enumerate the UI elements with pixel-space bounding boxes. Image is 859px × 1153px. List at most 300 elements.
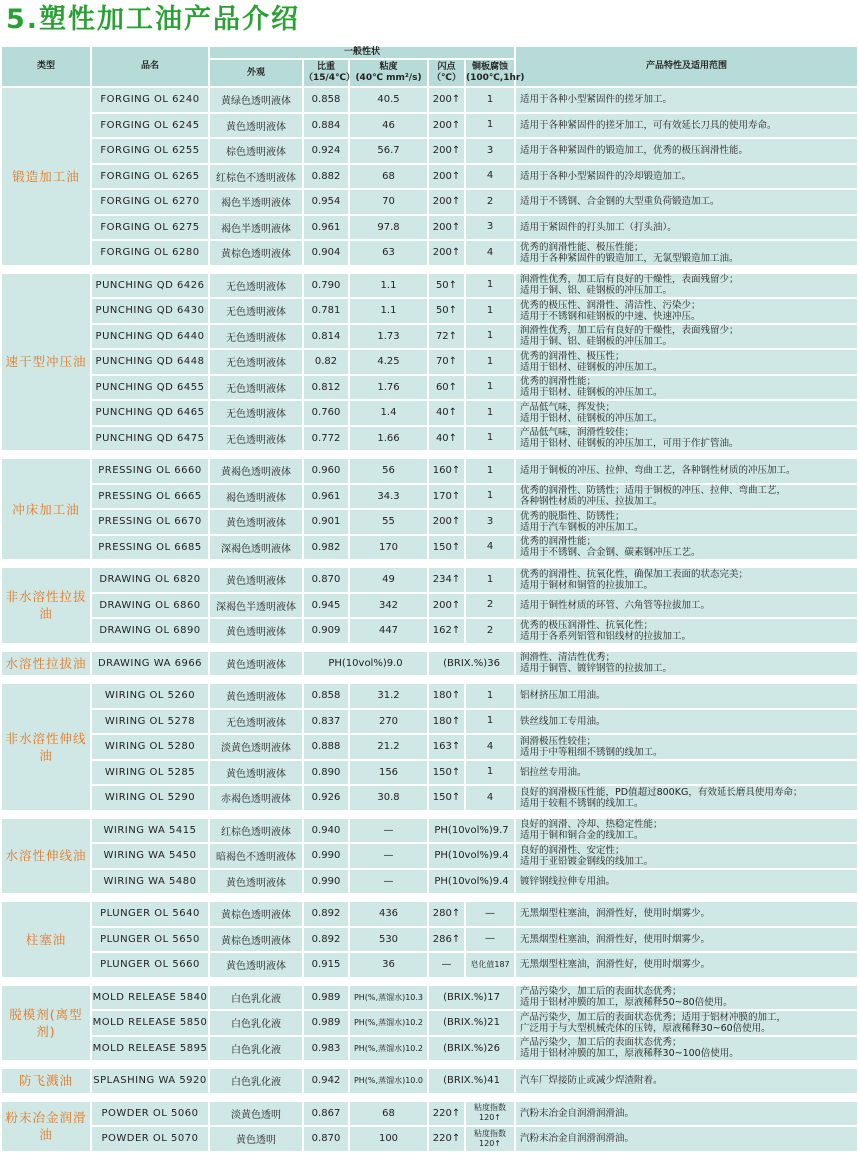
copper-corrosion-cell: 2 xyxy=(466,619,514,643)
product-table-container xyxy=(0,45,855,1153)
table-row xyxy=(2,350,857,374)
copper-corrosion-cell: — xyxy=(466,902,514,926)
appearance-cell: 黄色透明液体 xyxy=(210,568,302,592)
header-appearance: 外观 xyxy=(210,60,302,86)
appearance-cell: 黄色透明液体 xyxy=(210,619,302,643)
features-cell: 润滑性优秀，加工后有良好的干燥性，表面残留少； 适用于铜、铝、硅钢板的冲压加工。 xyxy=(516,274,857,298)
specific-gravity-cell: 0.867 xyxy=(304,1102,348,1126)
appearance-cell: 黄色透明液体 xyxy=(210,652,302,676)
specific-gravity-cell: 0.814 xyxy=(304,325,348,349)
table-row xyxy=(2,1011,857,1035)
viscosity-cell: 530 xyxy=(350,928,427,952)
table-row xyxy=(2,485,857,509)
table-row xyxy=(2,594,857,618)
brix-cell: (BRIX.%)21 xyxy=(429,1011,514,1035)
flash-point-cell: 50↑ xyxy=(429,299,464,323)
product-name: MOLD RELEASE 5850 xyxy=(92,1011,208,1035)
viscosity-cell: 1.66 xyxy=(350,427,427,451)
product-name: PRESSING OL 6660 xyxy=(92,459,208,483)
appearance-cell: 褐色半透明液体 xyxy=(210,190,302,214)
viscosity-cell: 1.1 xyxy=(350,299,427,323)
flash-point-cell: 200↑ xyxy=(429,241,464,265)
table-row xyxy=(2,427,857,451)
specific-gravity-cell: 0.790 xyxy=(304,274,348,298)
viscosity-cell: 68 xyxy=(350,1102,427,1126)
copper-corrosion-cell: 4 xyxy=(466,165,514,189)
specific-gravity-cell: 0.961 xyxy=(304,485,348,509)
flash-point-cell: 200↑ xyxy=(429,594,464,618)
header-product: 品名 xyxy=(92,47,208,86)
viscosity-cell: 70 xyxy=(350,190,427,214)
group-spacer xyxy=(2,979,857,984)
flash-point-cell: 220↑ xyxy=(429,1102,464,1126)
appearance-cell: 黄棕色透明液体 xyxy=(210,241,302,265)
header-flash-point xyxy=(429,60,464,86)
product-name: FORGING OL 6245 xyxy=(92,114,208,138)
specific-gravity-cell: 0.954 xyxy=(304,190,348,214)
specific-gravity-cell: 0.942 xyxy=(304,1069,348,1093)
copper-corrosion-cell: 1 xyxy=(466,568,514,592)
specific-gravity-cell: 0.892 xyxy=(304,928,348,952)
specific-gravity-cell: 0.960 xyxy=(304,459,348,483)
product-name: PLUNGER OL 5650 xyxy=(92,928,208,952)
table-row xyxy=(2,870,857,894)
features-cell: 适用于各种紧固件的搓牙加工，可有效延长刀具的使用寿命。 xyxy=(516,114,857,138)
header-copper-corrosion xyxy=(466,60,525,86)
appearance-cell: 黄色透明液体 xyxy=(210,761,302,785)
viscosity-cell: 56 xyxy=(350,459,427,483)
brix-cell: (BRIX.%)36 xyxy=(429,652,514,676)
table-row xyxy=(2,928,857,952)
category-label: 水溶性拉拔油 xyxy=(2,652,90,676)
copper-corrosion-cell: 2 xyxy=(466,594,514,618)
features-cell: 适用于不锈钢、合金钢的大型重负荷锻造加工。 xyxy=(516,190,857,214)
viscosity-cell: 1.1 xyxy=(350,274,427,298)
category-label: 水溶性伸线油 xyxy=(2,819,90,894)
table-row xyxy=(2,510,857,534)
features-cell: 汽粉末冶金自润滑润滑油。 xyxy=(516,1102,857,1126)
ph-cell: PH(10vol%)9.4 xyxy=(429,844,514,868)
appearance-cell: 黄棕色透明液体 xyxy=(210,902,302,926)
flash-point-cell: 280↑ xyxy=(429,902,464,926)
copper-corrosion-cell: 1 xyxy=(466,761,514,785)
product-name: DRAWING OL 6860 xyxy=(92,594,208,618)
appearance-cell: 黄色透明 xyxy=(210,1127,302,1151)
table-row xyxy=(2,459,857,483)
specific-gravity-cell: 0.870 xyxy=(304,1127,348,1151)
appearance-cell: 白色乳化液 xyxy=(210,986,302,1010)
flash-point-cell: 170↑ xyxy=(429,485,464,509)
flash-point-cell: 200↑ xyxy=(429,139,464,163)
features-cell: 优秀的润滑性、极压性； 适用于铝材、硅钢板的冲压加工。 xyxy=(516,350,857,374)
copper-corrosion-cell: 3 xyxy=(466,510,514,534)
features-cell: 镀锌钢线拉伸专用油。 xyxy=(516,870,857,894)
product-name: WIRING WA 5415 xyxy=(92,819,208,843)
specific-gravity-cell: 0.781 xyxy=(304,299,348,323)
table-row xyxy=(2,536,857,560)
copper-corrosion-cell: 1 xyxy=(466,325,514,349)
product-name: FORGING OL 6280 xyxy=(92,241,208,265)
sg-unit: （15/4℃） xyxy=(304,73,355,83)
specific-gravity-cell: 0.989 xyxy=(304,986,348,1010)
viscosity-cell: 49 xyxy=(350,568,427,592)
product-name: FORGING OL 6270 xyxy=(92,190,208,214)
specific-gravity-cell: 0.870 xyxy=(304,568,348,592)
category-label: 锻造加工油 xyxy=(2,88,90,265)
visc-unit: (40℃ mm²/s) xyxy=(355,73,422,83)
features-cell: 良好的润滑极压性能，PD值超过800KG，有效延长磨具使用寿命； 适用于较粗不锈钢的线加工。 xyxy=(516,786,857,810)
appearance-cell: 深褐色半透明液体 xyxy=(210,594,302,618)
viscosity-cell: 342 xyxy=(350,594,427,618)
table-row xyxy=(2,274,857,298)
viscosity-cell: 34.3 xyxy=(350,485,427,509)
product-name: WIRING OL 5260 xyxy=(92,684,208,708)
copper-corrosion-cell: 4 xyxy=(466,735,514,759)
specific-gravity-cell: 0.909 xyxy=(304,619,348,643)
flash-point-cell: 200↑ xyxy=(429,165,464,189)
features-cell: 优秀的润滑性、抗氧化性，确保加工表面的状态完美； 适用于铜材和铜管的拉拔加工。 xyxy=(516,568,857,592)
copper-corrosion-cell: 2 xyxy=(466,190,514,214)
table-row xyxy=(2,986,857,1010)
features-cell: 产品低气味，挥发快； 适用于铝材、硅钢板的冲压加工。 xyxy=(516,401,857,425)
flash-point-cell: 72↑ xyxy=(429,325,464,349)
copper-corrosion-cell: 1 xyxy=(466,401,514,425)
product-rows xyxy=(2,88,857,1151)
table-row xyxy=(2,902,857,926)
features-cell: 润滑性、清洁性优秀； 适用于铜管、镀锌钢管的拉拔加工。 xyxy=(516,652,857,676)
table-row xyxy=(2,1102,857,1126)
table-row xyxy=(2,1037,857,1061)
appearance-cell: 黄色透明液体 xyxy=(210,870,302,894)
features-cell: 优秀的极压润滑性、抗氧化性； 适用于各系列铝管和铝线材的拉拔加工。 xyxy=(516,619,857,643)
specific-gravity-cell: 0.858 xyxy=(304,684,348,708)
flash-point-cell: 160↑ xyxy=(429,459,464,483)
group-spacer xyxy=(2,1062,857,1067)
specific-gravity-cell: 0.924 xyxy=(304,139,348,163)
specific-gravity-cell: 0.812 xyxy=(304,376,348,400)
features-cell: 适用于各种小型紧固件的冷却锻造加工。 xyxy=(516,165,857,189)
brix-cell: (BRIX.%)26 xyxy=(429,1037,514,1061)
appearance-cell: 白色乳化液 xyxy=(210,1011,302,1035)
viscosity-cell: 30.8 xyxy=(350,786,427,810)
sg-label: 比重 xyxy=(316,62,335,72)
copper-corrosion-cell: 1 xyxy=(466,684,514,708)
copper-corrosion-cell: 4 xyxy=(466,786,514,810)
corr-label: 铜板腐蚀 xyxy=(472,62,509,72)
appearance-cell: 褐色透明液体 xyxy=(210,485,302,509)
flash-point-cell: 50↑ xyxy=(429,274,464,298)
table-row xyxy=(2,88,857,112)
product-name: FORGING OL 6240 xyxy=(92,88,208,112)
product-name: PUNCHING QD 6426 xyxy=(92,274,208,298)
table-row xyxy=(2,139,857,163)
features-cell: 产品污染少，加工后的表面状态优秀；适用于铝材冲膜的加工， 广泛用于与大型机械壳体的压铸，原液稀释30~60倍使用。 xyxy=(516,1011,857,1035)
ph-cell: PH(10vol%)9.0 xyxy=(304,652,427,676)
viscosity-cell: 31.2 xyxy=(350,684,427,708)
group-spacer xyxy=(2,645,857,650)
product-name: PRESSING OL 6670 xyxy=(92,510,208,534)
copper-corrosion-cell: 粘度指数 120↑ xyxy=(466,1102,514,1126)
viscosity-cell: 170 xyxy=(350,536,427,560)
flash-point-cell: 180↑ xyxy=(429,684,464,708)
product-name: PUNCHING QD 6465 xyxy=(92,401,208,425)
appearance-cell: 黄棕色透明液体 xyxy=(210,928,302,952)
appearance-cell: 无色透明液体 xyxy=(210,325,302,349)
appearance-cell: 黄色透明液体 xyxy=(210,953,302,977)
product-name: PLUNGER OL 5660 xyxy=(92,953,208,977)
category-label: 速干型冲压油 xyxy=(2,274,90,451)
product-name: WIRING OL 5285 xyxy=(92,761,208,785)
features-cell: 良好的润滑、冷却、热稳定性能； 适用于铜和铜合金的线加工。 xyxy=(516,819,857,843)
ph-cell: PH(%,蒸馏水)10.0 xyxy=(350,1069,427,1093)
product-name: PRESSING OL 6665 xyxy=(92,485,208,509)
copper-corrosion-cell: 1 xyxy=(466,88,514,112)
brix-cell: (BRIX.%)17 xyxy=(429,986,514,1010)
flash-point-cell: 60↑ xyxy=(429,376,464,400)
specific-gravity-cell: 0.990 xyxy=(304,844,348,868)
features-cell: 产品污染少，加工后的表面状态优秀； 适用于铝材冲膜的加工，原液稀释30~100倍使用。 xyxy=(516,1037,857,1061)
features-cell: 无黑烟型柱塞油，润滑性好，使用时烟雾少。 xyxy=(516,928,857,952)
flash-point-cell: 163↑ xyxy=(429,735,464,759)
features-cell: 良好的润滑性、安定性； 适用于亚铅镀金钢线的线加工。 xyxy=(516,844,857,868)
page-title: 5.塑性加工油产品介绍 xyxy=(6,4,301,35)
copper-corrosion-cell: 1 xyxy=(466,459,514,483)
product-name: PUNCHING QD 6440 xyxy=(92,325,208,349)
flash-label: 闪点 xyxy=(437,62,456,72)
flash-point-cell: 200↑ xyxy=(429,216,464,240)
specific-gravity-cell: 0.882 xyxy=(304,165,348,189)
copper-corrosion-cell: 1 xyxy=(466,710,514,734)
appearance-cell: 黄色透明液体 xyxy=(210,684,302,708)
specific-gravity-cell: 0.901 xyxy=(304,510,348,534)
table-row xyxy=(2,190,857,214)
flash-point-cell: 200↑ xyxy=(429,190,464,214)
table-row xyxy=(2,761,857,785)
ph-cell: PH(10vol%)9.4 xyxy=(429,870,514,894)
table-row xyxy=(2,241,857,265)
copper-corrosion-cell: 1 xyxy=(466,350,514,374)
table-row xyxy=(2,619,857,643)
product-name: FORGING OL 6255 xyxy=(92,139,208,163)
table-row xyxy=(2,844,857,868)
viscosity-cell: — xyxy=(350,844,427,868)
features-cell: 无黑烟型柱塞油，润滑性好，使用时烟雾少。 xyxy=(516,902,857,926)
specific-gravity-cell: 0.989 xyxy=(304,1011,348,1035)
product-name: PUNCHING QD 6448 xyxy=(92,350,208,374)
flash-point-cell: 234↑ xyxy=(429,568,464,592)
flash-point-cell: 180↑ xyxy=(429,710,464,734)
features-cell: 铝拉丝专用油。 xyxy=(516,761,857,785)
specific-gravity-cell: 0.904 xyxy=(304,241,348,265)
ph-cell: PH(%,蒸馏水)10.2 xyxy=(350,1037,427,1061)
group-spacer xyxy=(2,452,857,457)
viscosity-cell: 1.4 xyxy=(350,401,427,425)
table-row xyxy=(2,953,857,977)
flash-point-cell: 200↑ xyxy=(429,114,464,138)
copper-corrosion-cell: 1 xyxy=(466,485,514,509)
viscosity-cell: 40.5 xyxy=(350,88,427,112)
features-cell: 铝材挤压加工用油。 xyxy=(516,684,857,708)
features-cell: 润滑性优秀，加工后有良好的干燥性，表面残留少； 适用于铜、铝、硅钢板的冲压加工。 xyxy=(516,325,857,349)
viscosity-cell: 21.2 xyxy=(350,735,427,759)
flash-point-cell: — xyxy=(429,953,464,977)
header-general-properties: 一般性状 xyxy=(210,47,514,58)
appearance-cell: 无色透明液体 xyxy=(210,350,302,374)
specific-gravity-cell: 0.982 xyxy=(304,536,348,560)
table-row xyxy=(2,710,857,734)
copper-corrosion-cell: 4 xyxy=(466,241,514,265)
table-row xyxy=(2,216,857,240)
category-label: 冲床加工油 xyxy=(2,459,90,559)
specific-gravity-cell: 0.760 xyxy=(304,401,348,425)
features-cell: 优秀的脱脂性、防锈性； 适用于汽车钢板的冲压加工。 xyxy=(516,510,857,534)
viscosity-cell: 1.76 xyxy=(350,376,427,400)
viscosity-cell: 46 xyxy=(350,114,427,138)
product-name: DRAWING OL 6820 xyxy=(92,568,208,592)
product-name: SPLASHING WA 5920 xyxy=(92,1069,208,1093)
product-name: FORGING OL 6275 xyxy=(92,216,208,240)
appearance-cell: 无色透明液体 xyxy=(210,401,302,425)
specific-gravity-cell: 0.940 xyxy=(304,819,348,843)
product-name: WIRING OL 5278 xyxy=(92,710,208,734)
copper-corrosion-cell: 4 xyxy=(466,536,514,560)
table-row xyxy=(2,1069,857,1093)
product-name: PUNCHING QD 6475 xyxy=(92,427,208,451)
category-label: 脱模剂(离型剂) xyxy=(2,986,90,1061)
ph-cell: PH(10vol%)9.7 xyxy=(429,819,514,843)
appearance-cell: 褐色半透明液体 xyxy=(210,216,302,240)
table-row xyxy=(2,1127,857,1151)
category-label: 粉末冶金润滑油 xyxy=(2,1102,90,1151)
copper-corrosion-cell: 1 xyxy=(466,427,514,451)
copper-corrosion-cell: 3 xyxy=(466,216,514,240)
viscosity-cell: 270 xyxy=(350,710,427,734)
category-label: 防飞溅油 xyxy=(2,1069,90,1093)
features-cell: 优秀的润滑性、防锈性；适用于铜板的冲压、拉伸、弯曲工艺， 各种钢性材质的冲压、拉拔加工。 xyxy=(516,485,857,509)
viscosity-cell: 68 xyxy=(350,165,427,189)
flash-point-cell: 200↑ xyxy=(429,510,464,534)
features-cell: 优秀的润滑性能； 适用于不锈钢、合金钢、碳素钢冲压工艺。 xyxy=(516,536,857,560)
viscosity-cell: 63 xyxy=(350,241,427,265)
features-cell: 铁丝线加工专用油。 xyxy=(516,710,857,734)
product-name: PRESSING OL 6685 xyxy=(92,536,208,560)
viscosity-cell: — xyxy=(350,819,427,843)
product-name: WIRING OL 5280 xyxy=(92,735,208,759)
viscosity-cell: 156 xyxy=(350,761,427,785)
appearance-cell: 棕色透明液体 xyxy=(210,139,302,163)
viscosity-cell: 97.8 xyxy=(350,216,427,240)
features-cell: 汽粉末冶金自润滑润滑油。 xyxy=(516,1127,857,1151)
specific-gravity-cell: 0.888 xyxy=(304,735,348,759)
product-name: FORGING OL 6265 xyxy=(92,165,208,189)
category-label: 柱塞油 xyxy=(2,902,90,977)
features-cell: 适用于各种小型紧固件的搓牙加工。 xyxy=(516,88,857,112)
specific-gravity-cell: 0.858 xyxy=(304,88,348,112)
group-spacer xyxy=(2,812,857,817)
corr-unit: (100℃,1hr) xyxy=(466,73,525,83)
specific-gravity-cell: 0.892 xyxy=(304,902,348,926)
appearance-cell: 白色乳化液 xyxy=(210,1037,302,1061)
appearance-cell: 淡黄色透明液体 xyxy=(210,735,302,759)
product-name: POWDER OL 5060 xyxy=(92,1102,208,1126)
product-name: WIRING WA 5480 xyxy=(92,870,208,894)
appearance-cell: 无色透明液体 xyxy=(210,274,302,298)
copper-corrosion-cell: 皂化值187 xyxy=(466,953,514,977)
copper-corrosion-cell: 粘度指数 120↑ xyxy=(466,1127,514,1151)
appearance-cell: 红棕色不透明液体 xyxy=(210,165,302,189)
flash-point-cell: 150↑ xyxy=(429,786,464,810)
table-row xyxy=(2,735,857,759)
appearance-cell: 淡黄色透明 xyxy=(210,1102,302,1126)
features-cell: 汽车厂焊接防止或减少焊渣附着。 xyxy=(516,1069,857,1093)
product-table xyxy=(0,45,859,1153)
specific-gravity-cell: 0.82 xyxy=(304,350,348,374)
specific-gravity-cell: 0.884 xyxy=(304,114,348,138)
copper-corrosion-cell: 3 xyxy=(466,139,514,163)
group-spacer xyxy=(2,561,857,566)
features-cell: 适用于铜性材质的环管、六角管等拉拔加工。 xyxy=(516,594,857,618)
table-row xyxy=(2,299,857,323)
table-row xyxy=(2,376,857,400)
group-spacer xyxy=(2,895,857,900)
table-row xyxy=(2,114,857,138)
flash-point-cell: 40↑ xyxy=(429,401,464,425)
specific-gravity-cell: 0.837 xyxy=(304,710,348,734)
appearance-cell: 无色透明液体 xyxy=(210,427,302,451)
product-name: WIRING OL 5290 xyxy=(92,786,208,810)
viscosity-cell: 436 xyxy=(350,902,427,926)
flash-unit: （℃） xyxy=(432,73,461,83)
table-row xyxy=(2,819,857,843)
product-name: MOLD RELEASE 5840 xyxy=(92,986,208,1010)
table-row xyxy=(2,401,857,425)
appearance-cell: 无色透明液体 xyxy=(210,299,302,323)
flash-point-cell: 220↑ xyxy=(429,1127,464,1151)
specific-gravity-cell: 0.990 xyxy=(304,870,348,894)
copper-corrosion-cell: 1 xyxy=(466,274,514,298)
appearance-cell: 无色透明液体 xyxy=(210,710,302,734)
ph-cell: PH(%,蒸馏水)10.3 xyxy=(350,986,427,1010)
flash-point-cell: 162↑ xyxy=(429,619,464,643)
appearance-cell: 黄褐色透明液体 xyxy=(210,459,302,483)
copper-corrosion-cell: 1 xyxy=(466,299,514,323)
specific-gravity-cell: 0.772 xyxy=(304,427,348,451)
features-cell: 产品低气味，润滑性较佳； 适用于铝材、硅钢板的冲压加工，可用于作扩管油。 xyxy=(516,427,857,451)
features-cell: 适用于紧固件的打头加工（打头油）。 xyxy=(516,216,857,240)
appearance-cell: 赤褐色透明液体 xyxy=(210,786,302,810)
viscosity-cell: 56.7 xyxy=(350,139,427,163)
features-cell: 优秀的润滑性能； 适用于铝材、硅钢板的冲压加工。 xyxy=(516,376,857,400)
product-name: PUNCHING QD 6455 xyxy=(92,376,208,400)
category-label: 非水溶性拉拔油 xyxy=(2,568,90,643)
table-row xyxy=(2,325,857,349)
specific-gravity-cell: 0.890 xyxy=(304,761,348,785)
visc-label: 粘度 xyxy=(379,62,398,72)
appearance-cell: 黄色透明液体 xyxy=(210,510,302,534)
specific-gravity-cell: 0.926 xyxy=(304,786,348,810)
specific-gravity-cell: 0.983 xyxy=(304,1037,348,1061)
appearance-cell: 黄色透明液体 xyxy=(210,114,302,138)
header-category: 类型 xyxy=(2,47,90,86)
product-name: MOLD RELEASE 5895 xyxy=(92,1037,208,1061)
viscosity-cell: 100 xyxy=(350,1127,427,1151)
flash-point-cell: 70↑ xyxy=(429,350,464,374)
flash-point-cell: 286↑ xyxy=(429,928,464,952)
table-row xyxy=(2,786,857,810)
ph-cell: PH(%,蒸馏水)10.2 xyxy=(350,1011,427,1035)
product-name: DRAWING WA 6966 xyxy=(92,652,208,676)
flash-point-cell: 150↑ xyxy=(429,761,464,785)
